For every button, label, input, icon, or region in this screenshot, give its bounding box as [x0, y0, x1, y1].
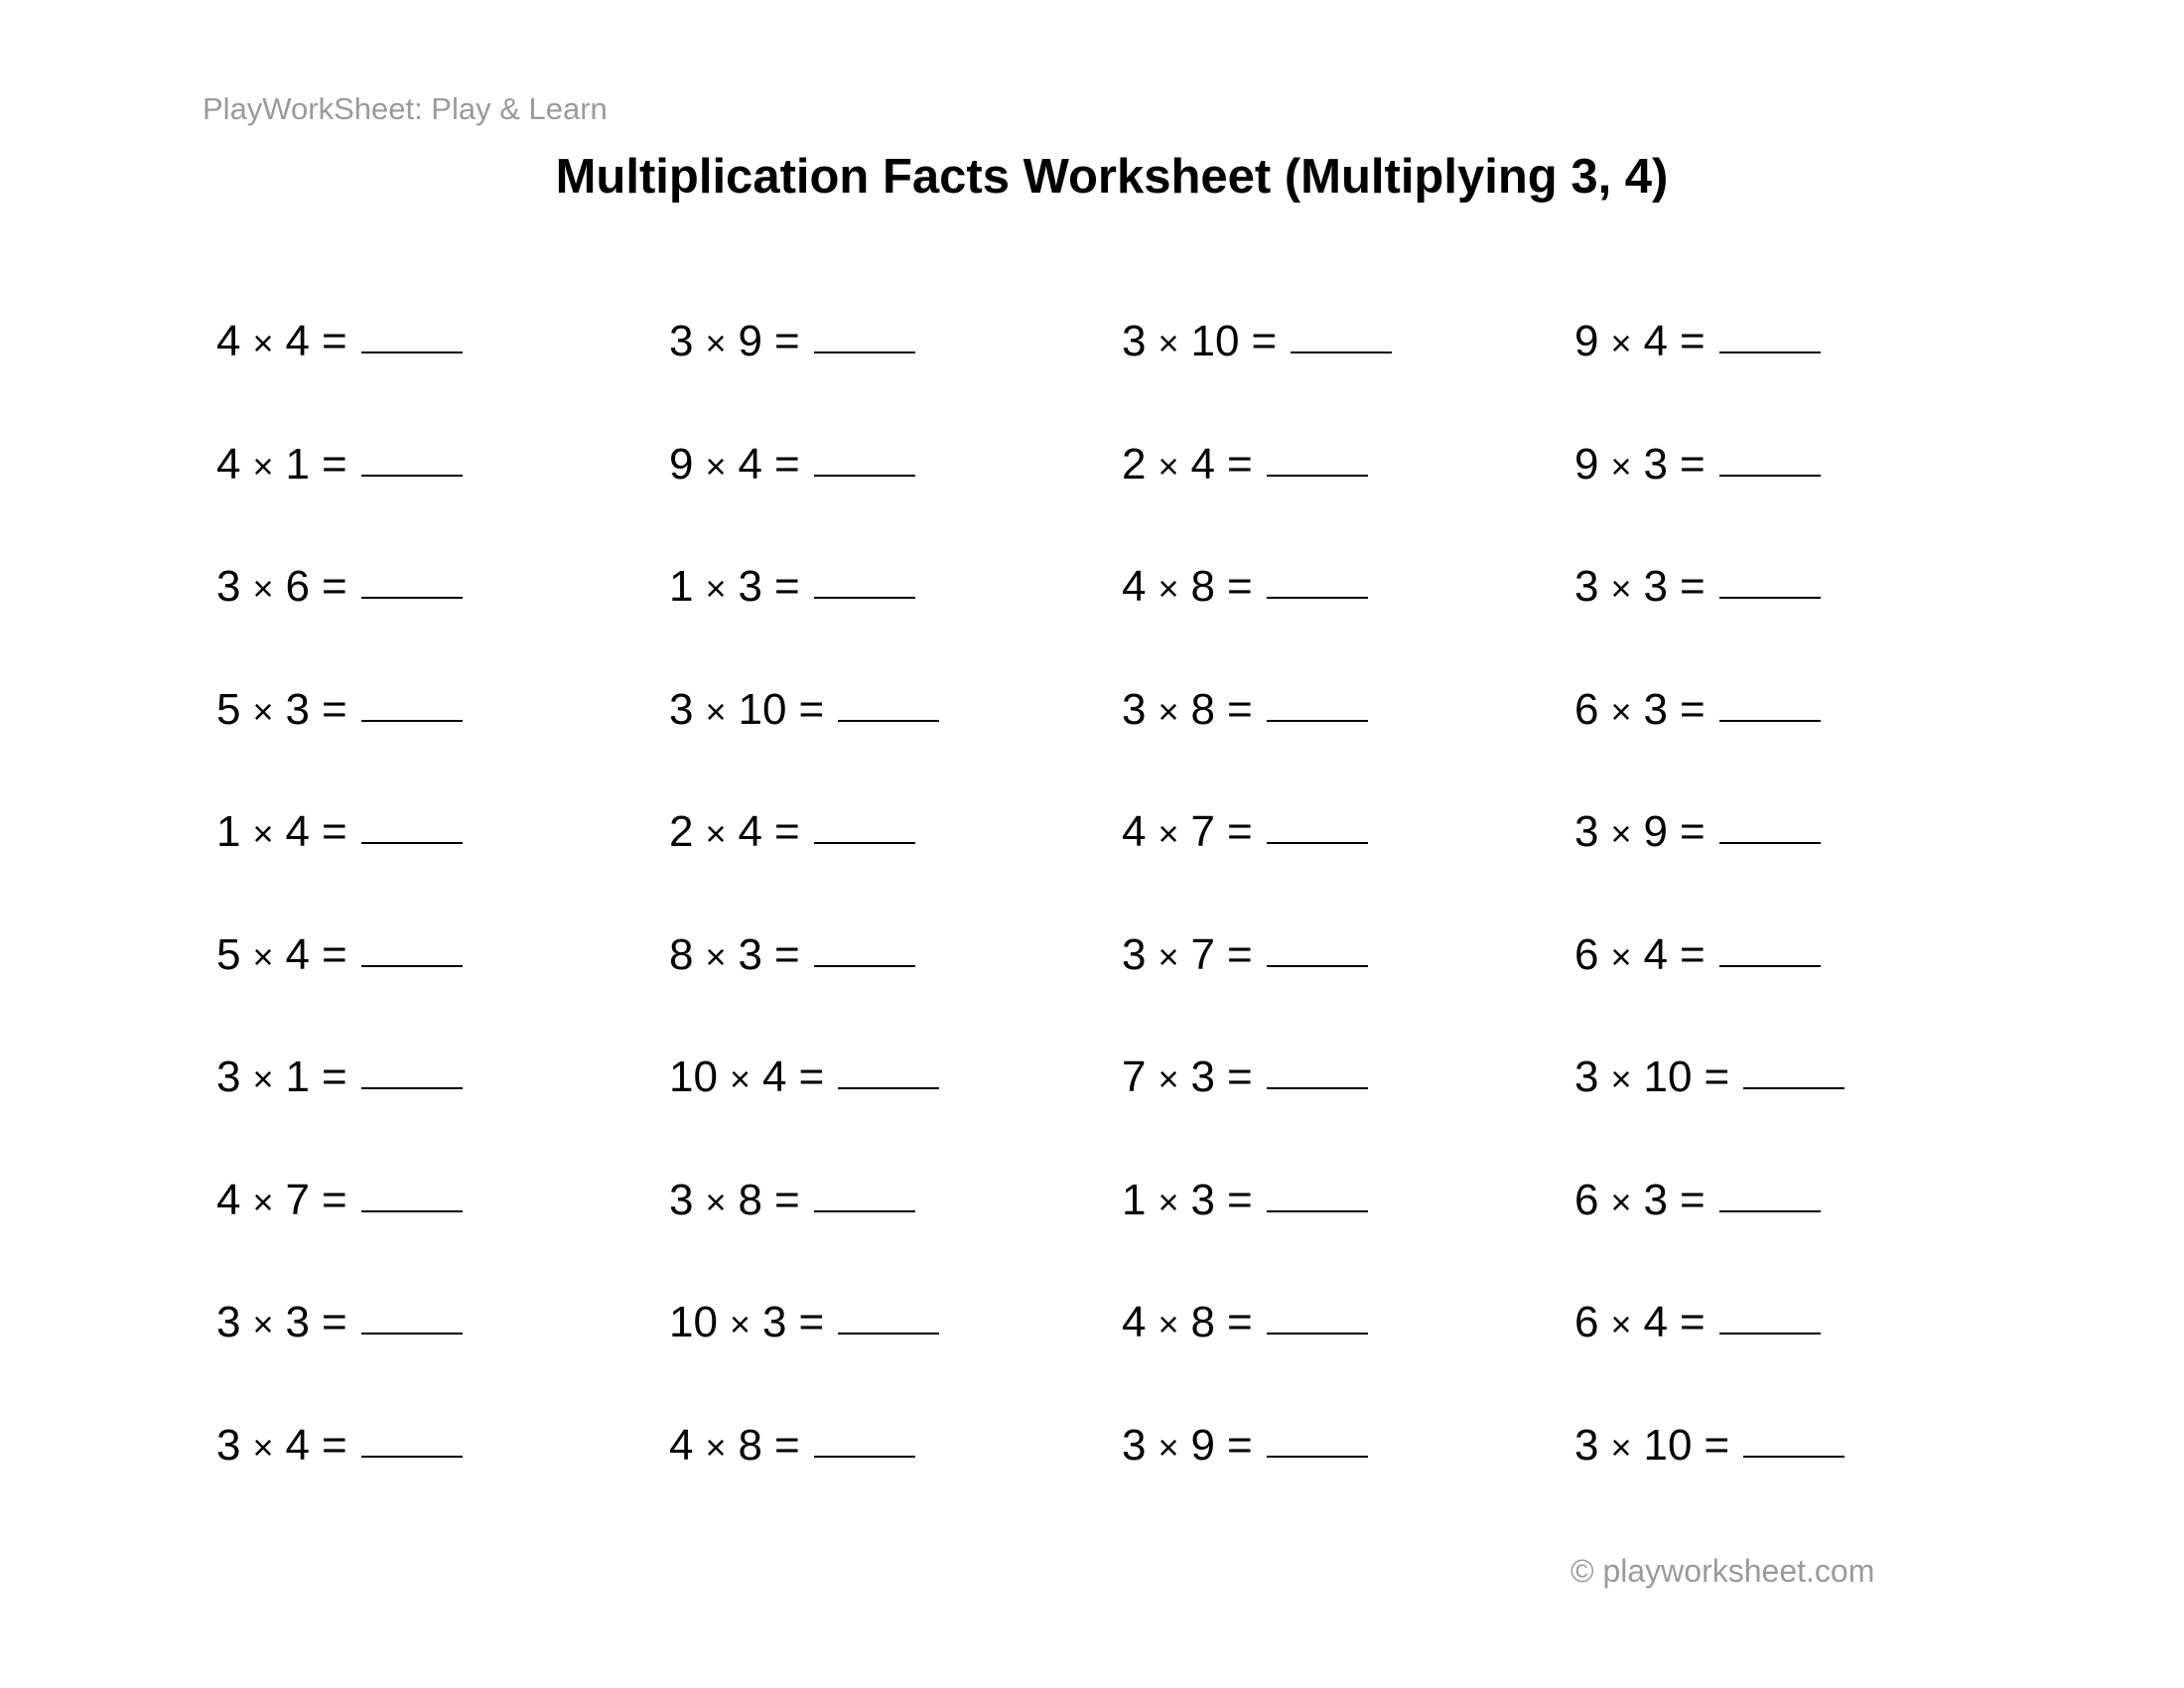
- factor-a: 9: [1574, 317, 1599, 365]
- problem-item: [1574, 802, 2027, 925]
- factor-b: 4: [1643, 317, 1668, 365]
- equals-sign: =: [1680, 562, 1706, 611]
- factor-a: 10: [669, 1053, 718, 1101]
- times-sign: ×: [705, 568, 727, 609]
- problem-item: [1574, 312, 2027, 435]
- factor-a: 3: [1122, 684, 1147, 734]
- factor-b: 4: [1643, 1298, 1668, 1346]
- factor-b: 8: [1190, 562, 1215, 611]
- times-sign: ×: [1158, 568, 1179, 609]
- equals-sign: =: [322, 929, 347, 979]
- equals-sign: =: [1680, 929, 1706, 979]
- answer-blank[interactable]: [1719, 1333, 1821, 1335]
- problem-item: [1574, 680, 2027, 803]
- equals-sign: =: [1680, 317, 1706, 365]
- factor-a: 5: [216, 929, 241, 979]
- factor-a: 8: [669, 929, 694, 979]
- answer-blank[interactable]: [814, 965, 915, 967]
- factor-a: 4: [216, 439, 241, 489]
- times-sign: ×: [705, 935, 727, 977]
- equals-sign: =: [322, 1420, 347, 1470]
- problem-item: [216, 1048, 669, 1171]
- factor-b: 3: [285, 684, 310, 734]
- answer-blank[interactable]: [814, 352, 915, 353]
- factor-a: 1: [216, 807, 241, 856]
- factor-a: 3: [216, 1298, 241, 1346]
- equals-sign: =: [322, 1298, 347, 1346]
- answer-blank[interactable]: [361, 842, 463, 844]
- times-sign: ×: [705, 690, 727, 732]
- factor-b: 4: [285, 1420, 310, 1470]
- factor-b: 4: [285, 317, 310, 365]
- factor-a: 3: [1574, 562, 1599, 611]
- factor-a: 3: [669, 1175, 694, 1224]
- answer-blank[interactable]: [1267, 1333, 1368, 1335]
- answer-blank[interactable]: [1267, 1210, 1368, 1212]
- equals-sign: =: [1680, 1175, 1706, 1224]
- equals-sign: =: [774, 317, 800, 365]
- factor-b: 7: [285, 1175, 310, 1224]
- times-sign: ×: [1610, 935, 1632, 977]
- factor-b: 4: [1190, 439, 1215, 489]
- times-sign: ×: [252, 1426, 274, 1468]
- equals-sign: =: [1227, 1175, 1253, 1224]
- factor-a: 5: [216, 684, 241, 734]
- equals-sign: =: [774, 562, 800, 611]
- times-sign: ×: [1610, 1426, 1632, 1468]
- problem-item: [1574, 1416, 2027, 1539]
- times-sign: ×: [1158, 813, 1179, 854]
- equals-sign: =: [774, 929, 800, 979]
- times-sign: ×: [252, 813, 274, 854]
- problem-item: [1574, 1048, 2027, 1171]
- copyright-footer: © playworksheet.com: [1570, 1553, 1875, 1589]
- factor-b: 8: [1190, 684, 1215, 734]
- factor-b: 10: [1643, 1420, 1693, 1470]
- problem-item: [216, 312, 669, 435]
- times-sign: ×: [252, 445, 274, 487]
- factor-a: 6: [1574, 1175, 1599, 1224]
- equals-sign: =: [1227, 807, 1253, 856]
- problem-item: [216, 802, 669, 925]
- times-sign: ×: [252, 1181, 274, 1222]
- factor-b: 1: [285, 1053, 310, 1101]
- equals-sign: =: [322, 562, 347, 611]
- factor-b: 4: [1643, 929, 1668, 979]
- times-sign: ×: [1158, 445, 1179, 487]
- equals-sign: =: [1227, 1053, 1253, 1101]
- factor-b: 9: [738, 317, 762, 365]
- factor-a: 2: [669, 807, 694, 856]
- times-sign: ×: [1158, 1181, 1179, 1222]
- problem-item: [669, 1416, 1122, 1539]
- problem-item: [216, 435, 669, 558]
- factor-a: 4: [216, 317, 241, 365]
- answer-blank[interactable]: [1743, 1087, 1844, 1089]
- answer-blank[interactable]: [814, 1210, 915, 1212]
- answer-blank[interactable]: [814, 475, 915, 477]
- problem-item: [216, 1416, 669, 1539]
- answer-blank[interactable]: [1719, 597, 1821, 599]
- factor-a: 9: [669, 439, 694, 489]
- times-sign: ×: [1610, 1058, 1632, 1099]
- times-sign: ×: [705, 813, 727, 854]
- answer-blank[interactable]: [1267, 1087, 1368, 1089]
- factor-a: 3: [216, 1053, 241, 1101]
- problem-item: [669, 1293, 1122, 1416]
- problem-item: [669, 802, 1122, 925]
- problem-item: [1122, 1048, 1574, 1171]
- factor-a: 3: [216, 562, 241, 611]
- answer-blank[interactable]: [814, 597, 915, 599]
- times-sign: ×: [705, 445, 727, 487]
- factor-a: 1: [669, 562, 694, 611]
- factor-a: 6: [1574, 1298, 1599, 1346]
- equals-sign: =: [1680, 807, 1706, 856]
- problem-item: [1574, 1293, 2027, 1416]
- times-sign: ×: [1610, 445, 1632, 487]
- factor-b: 3: [285, 1298, 310, 1346]
- factor-b: 1: [285, 439, 310, 489]
- equals-sign: =: [1704, 1053, 1730, 1101]
- factor-b: 4: [761, 1053, 787, 1101]
- factor-b: 10: [1643, 1053, 1693, 1101]
- times-sign: ×: [705, 323, 727, 363]
- times-sign: ×: [729, 1304, 751, 1344]
- answer-blank[interactable]: [361, 965, 463, 967]
- times-sign: ×: [1610, 1181, 1632, 1222]
- factor-a: 3: [216, 1420, 241, 1470]
- times-sign: ×: [252, 935, 274, 977]
- problem-item: [669, 925, 1122, 1049]
- factor-b: 3: [738, 929, 762, 979]
- answer-blank[interactable]: [838, 1087, 939, 1089]
- answer-blank[interactable]: [838, 720, 939, 722]
- equals-sign: =: [798, 1298, 825, 1346]
- problem-item: [1122, 925, 1574, 1049]
- factor-a: 10: [669, 1298, 718, 1346]
- problem-item: [1122, 435, 1574, 558]
- answer-blank[interactable]: [361, 720, 463, 722]
- answer-blank[interactable]: [1267, 965, 1368, 967]
- factor-a: 7: [1122, 1053, 1147, 1101]
- equals-sign: =: [1227, 929, 1253, 979]
- equals-sign: =: [322, 1053, 347, 1101]
- times-sign: ×: [1610, 690, 1632, 732]
- factor-a: 3: [669, 317, 694, 365]
- equals-sign: =: [774, 807, 800, 856]
- answer-blank[interactable]: [1267, 475, 1368, 477]
- factor-a: 4: [1122, 562, 1147, 611]
- answer-blank[interactable]: [1719, 1210, 1821, 1212]
- times-sign: ×: [705, 1426, 727, 1468]
- problem-item: [669, 1048, 1122, 1171]
- equals-sign: =: [322, 439, 347, 489]
- equals-sign: =: [774, 1175, 800, 1224]
- factor-b: 7: [1190, 807, 1215, 856]
- times-sign: ×: [1158, 935, 1179, 977]
- equals-sign: =: [1680, 439, 1706, 489]
- factor-b: 3: [1643, 684, 1668, 734]
- problem-item: [1574, 1171, 2027, 1294]
- problem-item: [1122, 1416, 1574, 1539]
- answer-blank[interactable]: [361, 1456, 463, 1458]
- problem-item: [1122, 802, 1574, 925]
- equals-sign: =: [322, 807, 347, 856]
- answer-blank[interactable]: [1719, 720, 1821, 722]
- equals-sign: =: [1251, 317, 1278, 365]
- problem-item: [1122, 680, 1574, 803]
- equals-sign: =: [1704, 1420, 1730, 1470]
- equals-sign: =: [1680, 1298, 1706, 1346]
- problem-item: [669, 680, 1122, 803]
- factor-b: 3: [738, 562, 762, 611]
- equals-sign: =: [322, 1175, 347, 1224]
- factor-b: 9: [1190, 1420, 1215, 1470]
- times-sign: ×: [252, 1058, 274, 1099]
- problem-item: [216, 1293, 669, 1416]
- answer-blank[interactable]: [814, 1456, 915, 1458]
- problem-item: [216, 557, 669, 680]
- equals-sign: =: [1680, 684, 1706, 734]
- problem-item: [1574, 925, 2027, 1049]
- times-sign: ×: [1610, 813, 1632, 854]
- times-sign: ×: [252, 690, 274, 732]
- problem-item: [1574, 435, 2027, 558]
- times-sign: ×: [1158, 1304, 1179, 1344]
- times-sign: ×: [1610, 323, 1632, 363]
- answer-blank[interactable]: [838, 1333, 939, 1335]
- times-sign: ×: [252, 1304, 274, 1344]
- times-sign: ×: [252, 323, 274, 363]
- factor-b: 10: [738, 684, 787, 734]
- factor-b: 3: [1643, 1175, 1668, 1224]
- factor-b: 7: [1190, 929, 1215, 979]
- times-sign: ×: [1158, 1058, 1179, 1099]
- factor-b: 3: [1190, 1175, 1215, 1224]
- factor-a: 6: [1574, 684, 1599, 734]
- problem-item: [1122, 1293, 1574, 1416]
- factor-a: 3: [1574, 1420, 1599, 1470]
- problem-item: [1122, 557, 1574, 680]
- factor-a: 3: [1122, 317, 1147, 365]
- factor-b: 8: [738, 1175, 762, 1224]
- factor-a: 4: [1122, 1298, 1147, 1346]
- times-sign: ×: [729, 1058, 751, 1099]
- factor-b: 4: [738, 439, 762, 489]
- factor-a: 6: [1574, 929, 1599, 979]
- factor-a: 3: [1574, 807, 1599, 856]
- times-sign: ×: [1610, 568, 1632, 609]
- equals-sign: =: [1227, 684, 1253, 734]
- equals-sign: =: [322, 317, 347, 365]
- times-sign: ×: [1158, 323, 1179, 363]
- factor-b: 4: [738, 807, 762, 856]
- answer-blank[interactable]: [1743, 1456, 1844, 1458]
- equals-sign: =: [1227, 439, 1253, 489]
- problem-item: [669, 435, 1122, 558]
- factor-b: 10: [1190, 317, 1240, 365]
- equals-sign: =: [1227, 562, 1253, 611]
- problem-item: [1122, 312, 1574, 435]
- factor-a: 9: [1574, 439, 1599, 489]
- worksheet-title: Multiplication Facts Worksheet (Multiplying 3, 4): [555, 150, 1669, 204]
- answer-blank[interactable]: [361, 1333, 463, 1335]
- answer-blank[interactable]: [361, 352, 463, 353]
- answer-blank[interactable]: [1267, 1456, 1368, 1458]
- equals-sign: =: [1227, 1298, 1253, 1346]
- answer-blank[interactable]: [1719, 475, 1821, 477]
- times-sign: ×: [252, 568, 274, 609]
- factor-b: 3: [761, 1298, 787, 1346]
- factor-b: 3: [1643, 562, 1668, 611]
- factor-a: 3: [669, 684, 694, 734]
- factor-a: 3: [1122, 1420, 1147, 1470]
- problem-item: [216, 1171, 669, 1294]
- factor-b: 4: [285, 807, 310, 856]
- answer-blank[interactable]: [1719, 965, 1821, 967]
- problem-item: [216, 680, 669, 803]
- problem-item: [1574, 557, 2027, 680]
- brand-label: PlayWorkSheet: Play & Learn: [203, 91, 608, 126]
- factor-a: 4: [669, 1420, 694, 1470]
- factor-b: 8: [738, 1420, 762, 1470]
- answer-blank[interactable]: [814, 842, 915, 844]
- equals-sign: =: [1227, 1420, 1253, 1470]
- problem-item: [669, 312, 1122, 435]
- answer-blank[interactable]: [361, 475, 463, 477]
- factor-a: 3: [1122, 929, 1147, 979]
- factor-b: 3: [1643, 439, 1668, 489]
- factor-a: 4: [216, 1175, 241, 1224]
- problem-item: [669, 557, 1122, 680]
- answer-blank[interactable]: [361, 597, 463, 599]
- answer-blank[interactable]: [1719, 842, 1821, 844]
- answer-blank[interactable]: [1719, 352, 1821, 353]
- answer-blank[interactable]: [361, 1087, 463, 1089]
- factor-a: 3: [1574, 1053, 1599, 1101]
- answer-blank[interactable]: [1291, 352, 1392, 353]
- factor-b: 4: [285, 929, 310, 979]
- equals-sign: =: [774, 1420, 800, 1470]
- problem-item: [216, 925, 669, 1049]
- problem-grid: [216, 312, 2027, 1538]
- times-sign: ×: [1158, 690, 1179, 732]
- answer-blank[interactable]: [1267, 597, 1368, 599]
- factor-a: 2: [1122, 439, 1147, 489]
- factor-b: 6: [285, 562, 310, 611]
- times-sign: ×: [705, 1181, 727, 1222]
- times-sign: ×: [1610, 1304, 1632, 1344]
- factor-a: 4: [1122, 807, 1147, 856]
- equals-sign: =: [798, 684, 825, 734]
- equals-sign: =: [322, 684, 347, 734]
- factor-b: 3: [1190, 1053, 1215, 1101]
- problem-item: [1122, 1171, 1574, 1294]
- problem-item: [669, 1171, 1122, 1294]
- factor-b: 8: [1190, 1298, 1215, 1346]
- equals-sign: =: [774, 439, 800, 489]
- times-sign: ×: [1158, 1426, 1179, 1468]
- answer-blank[interactable]: [361, 1210, 463, 1212]
- factor-b: 9: [1643, 807, 1668, 856]
- factor-a: 1: [1122, 1175, 1147, 1224]
- answer-blank[interactable]: [1267, 842, 1368, 844]
- answer-blank[interactable]: [1267, 720, 1368, 722]
- equals-sign: =: [798, 1053, 825, 1101]
